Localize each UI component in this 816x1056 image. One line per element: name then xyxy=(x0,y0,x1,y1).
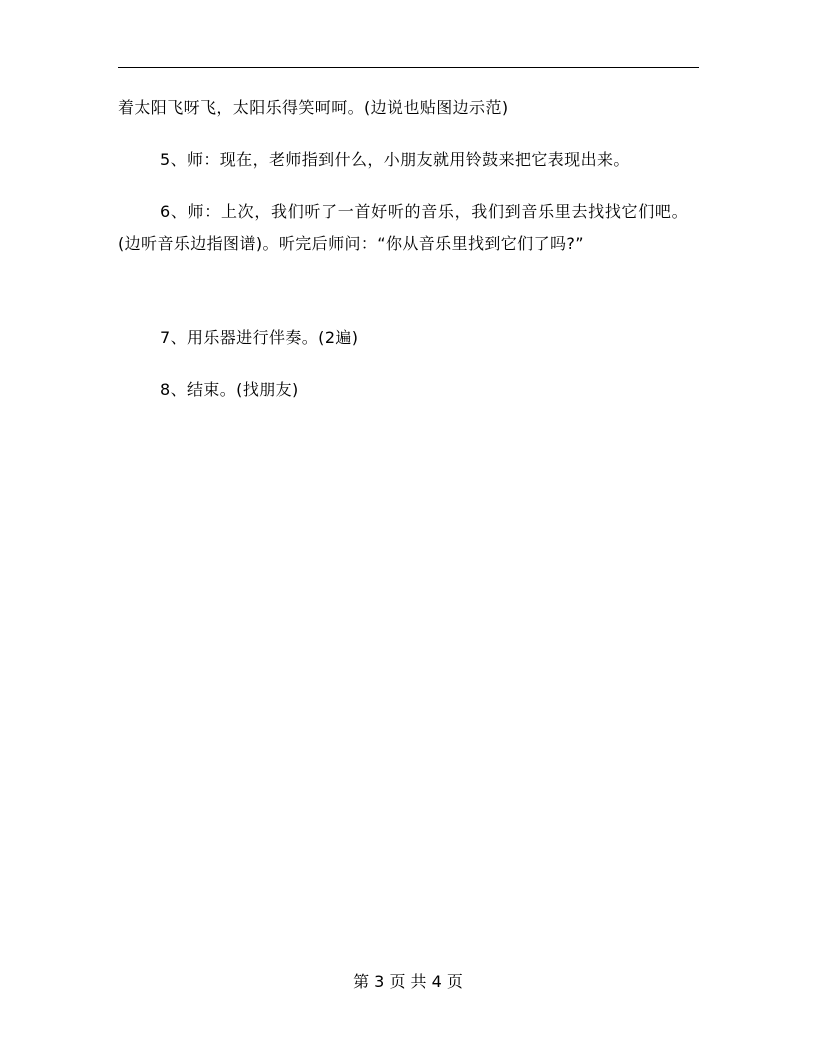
page-number-footer: 第 3 页 共 4 页 xyxy=(353,972,463,991)
paragraph-step-7: 7、用乐器进行伴奏。(2遍) xyxy=(160,328,359,347)
paragraph-step-6: 6、师：上次，我们听了一首好听的音乐，我们到音乐里去找找它们吧。(边听音乐边指图谱)。听完后师问：“你从音乐里找到它们了吗?” xyxy=(118,202,688,253)
paragraph-step-5: 5、师：现在，老师指到什么，小朋友就用铃鼓来把它表现出来。 xyxy=(160,150,630,169)
paragraph-step-8: 8、结束。(找朋友) xyxy=(160,380,299,399)
paragraph-continuation: 着太阳飞呀飞，太阳乐得笑呵呵。(边说也贴图边示范) xyxy=(118,98,509,117)
header-rule xyxy=(118,67,699,68)
